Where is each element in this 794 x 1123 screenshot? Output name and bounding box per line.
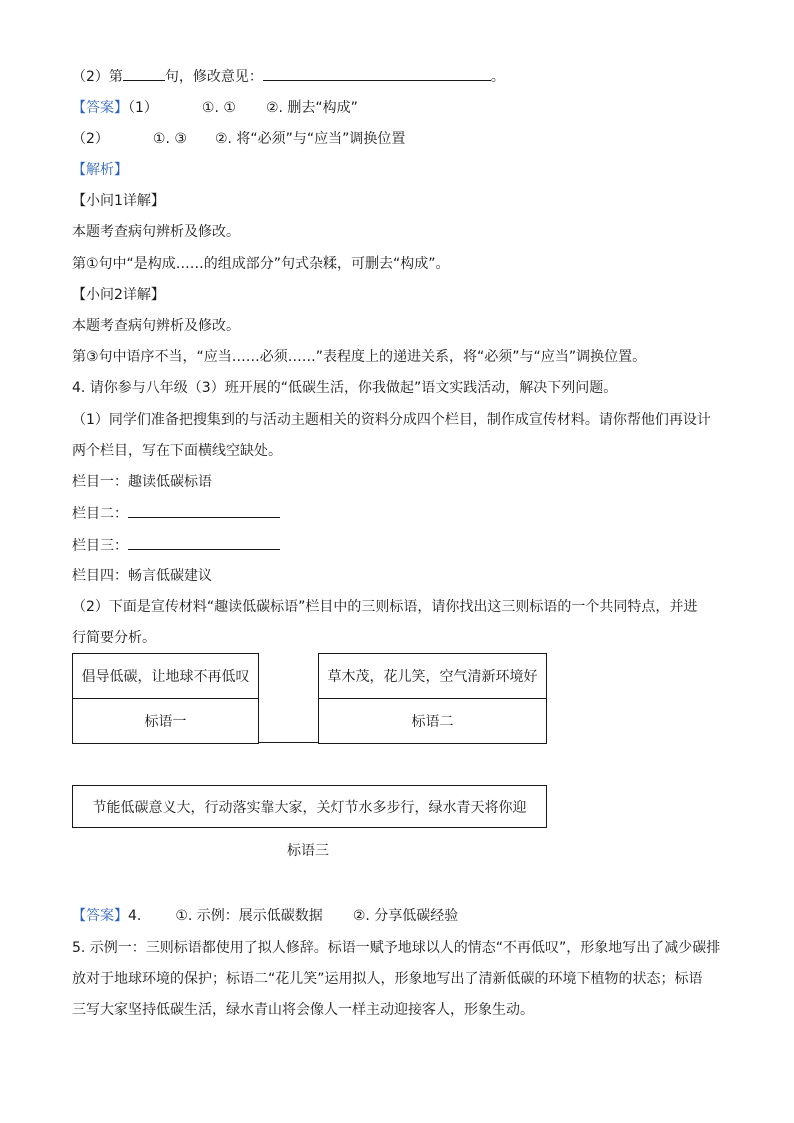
answer-5-text: 三写大家坚持低碳生活，绿水青山将会像人一样主动迎接客人，形象生动。	[72, 1002, 534, 1018]
answer-tag: 【答案】	[72, 100, 128, 116]
question-4-2-text: （2）下面是宣传材料“趣读低碳标语”栏目中的三则标语，请你找出这三则标语的一个共同特点，并进	[72, 599, 698, 615]
connector-line	[258, 742, 319, 743]
question-4: 4. 请你参与八年级（3）班开展的“低碳生活，你我做起”语文实践活动，解决下列问题。	[72, 380, 618, 396]
analysis-text: 第③句中语序不当，“应当……必须……”表程度上的递进关系，将“必须”与“应当”调换位置。	[72, 349, 647, 365]
answer-choice: ②. 将“必须”与“应当”调换位置	[214, 131, 406, 147]
answer-num: 4.	[128, 908, 142, 924]
answer-line-1	[72, 98, 358, 118]
answer-choice: ①. 示例：展示低碳数据	[175, 908, 323, 924]
slogan-box-3	[72, 785, 547, 828]
blank-line	[263, 66, 491, 81]
sub-question-2-heading: 【小问2详解】	[72, 287, 165, 303]
answer-5-text: 放对于地球环境的保护；标语二“花儿笑”运用拟人，形象地写出了清新低碳的环境下植物的状态；标语	[72, 971, 703, 987]
q-prefix: （2）第	[72, 69, 123, 85]
answer-5-text: 5. 示例一：三则标语都使用了拟人修辞。标语一赋予地球以人的情态“不再低叹”，形象地写出了减少碳排	[72, 940, 721, 956]
analysis-text: 第①句中“是构成……的组成部分”句式杂糅，可删去“构成”。	[72, 256, 450, 272]
slogan-text: 倡导低碳，让地球不再低叹	[73, 654, 258, 699]
answer-choice: ①. ③	[152, 131, 187, 147]
column-1: 栏目一：趣读低碳标语	[72, 474, 212, 490]
slogan-text: 节能低碳意义大，行动落实靠大家，关灯节水多步行，绿水青天将你迎	[92, 799, 527, 816]
blank-line	[128, 503, 280, 518]
column-3	[72, 535, 280, 556]
q-middle: 句，修改意见：	[164, 69, 263, 85]
slogan-label: 标语三	[287, 843, 329, 859]
answer-subnum: （2）	[72, 131, 109, 147]
blank-line	[123, 66, 165, 81]
column-label: 栏目二：	[72, 506, 128, 522]
question-4-1-text: 两个栏目，写在下面横线空缺处。	[72, 443, 282, 459]
answer-line-2	[72, 129, 405, 149]
answer-choice: ①. ①	[201, 100, 236, 116]
answer-line-4	[72, 906, 458, 926]
question-4-2-text: 行简要分析。	[72, 630, 156, 646]
analysis-text: 本题考查病句辨析及修改。	[72, 224, 240, 240]
slogan-label: 标语一	[144, 713, 187, 730]
column-4: 栏目四：畅言低碳建议	[72, 568, 212, 584]
answer-subnum: （1）	[128, 100, 158, 116]
slogan-label: 标语二	[411, 713, 454, 730]
analysis-tag: 【解析】	[72, 162, 128, 178]
analysis-text: 本题考查病句辨析及修改。	[72, 318, 240, 334]
column-label: 栏目三：	[72, 538, 128, 554]
question-4-1-text: （1）同学们准备把搜集到的与活动主题相关的资料分成四个栏目，制作成宣传材料。请你帮他们再设计	[72, 412, 711, 428]
question-2-2	[72, 66, 505, 87]
answer-tag: 【答案】	[72, 908, 128, 924]
blank-line	[128, 535, 280, 550]
answer-choice: ②. 删去“构成”	[265, 100, 358, 116]
slogan-box-1	[72, 653, 259, 744]
slogan-text: 草木茂，花儿笑，空气清新环境好	[319, 654, 546, 699]
q-end: 。	[490, 69, 505, 85]
column-2	[72, 503, 280, 524]
sub-question-1-heading: 【小问1详解】	[72, 193, 165, 209]
answer-choice: ②. 分享低碳经验	[352, 908, 459, 924]
slogan-box-2	[318, 653, 547, 744]
